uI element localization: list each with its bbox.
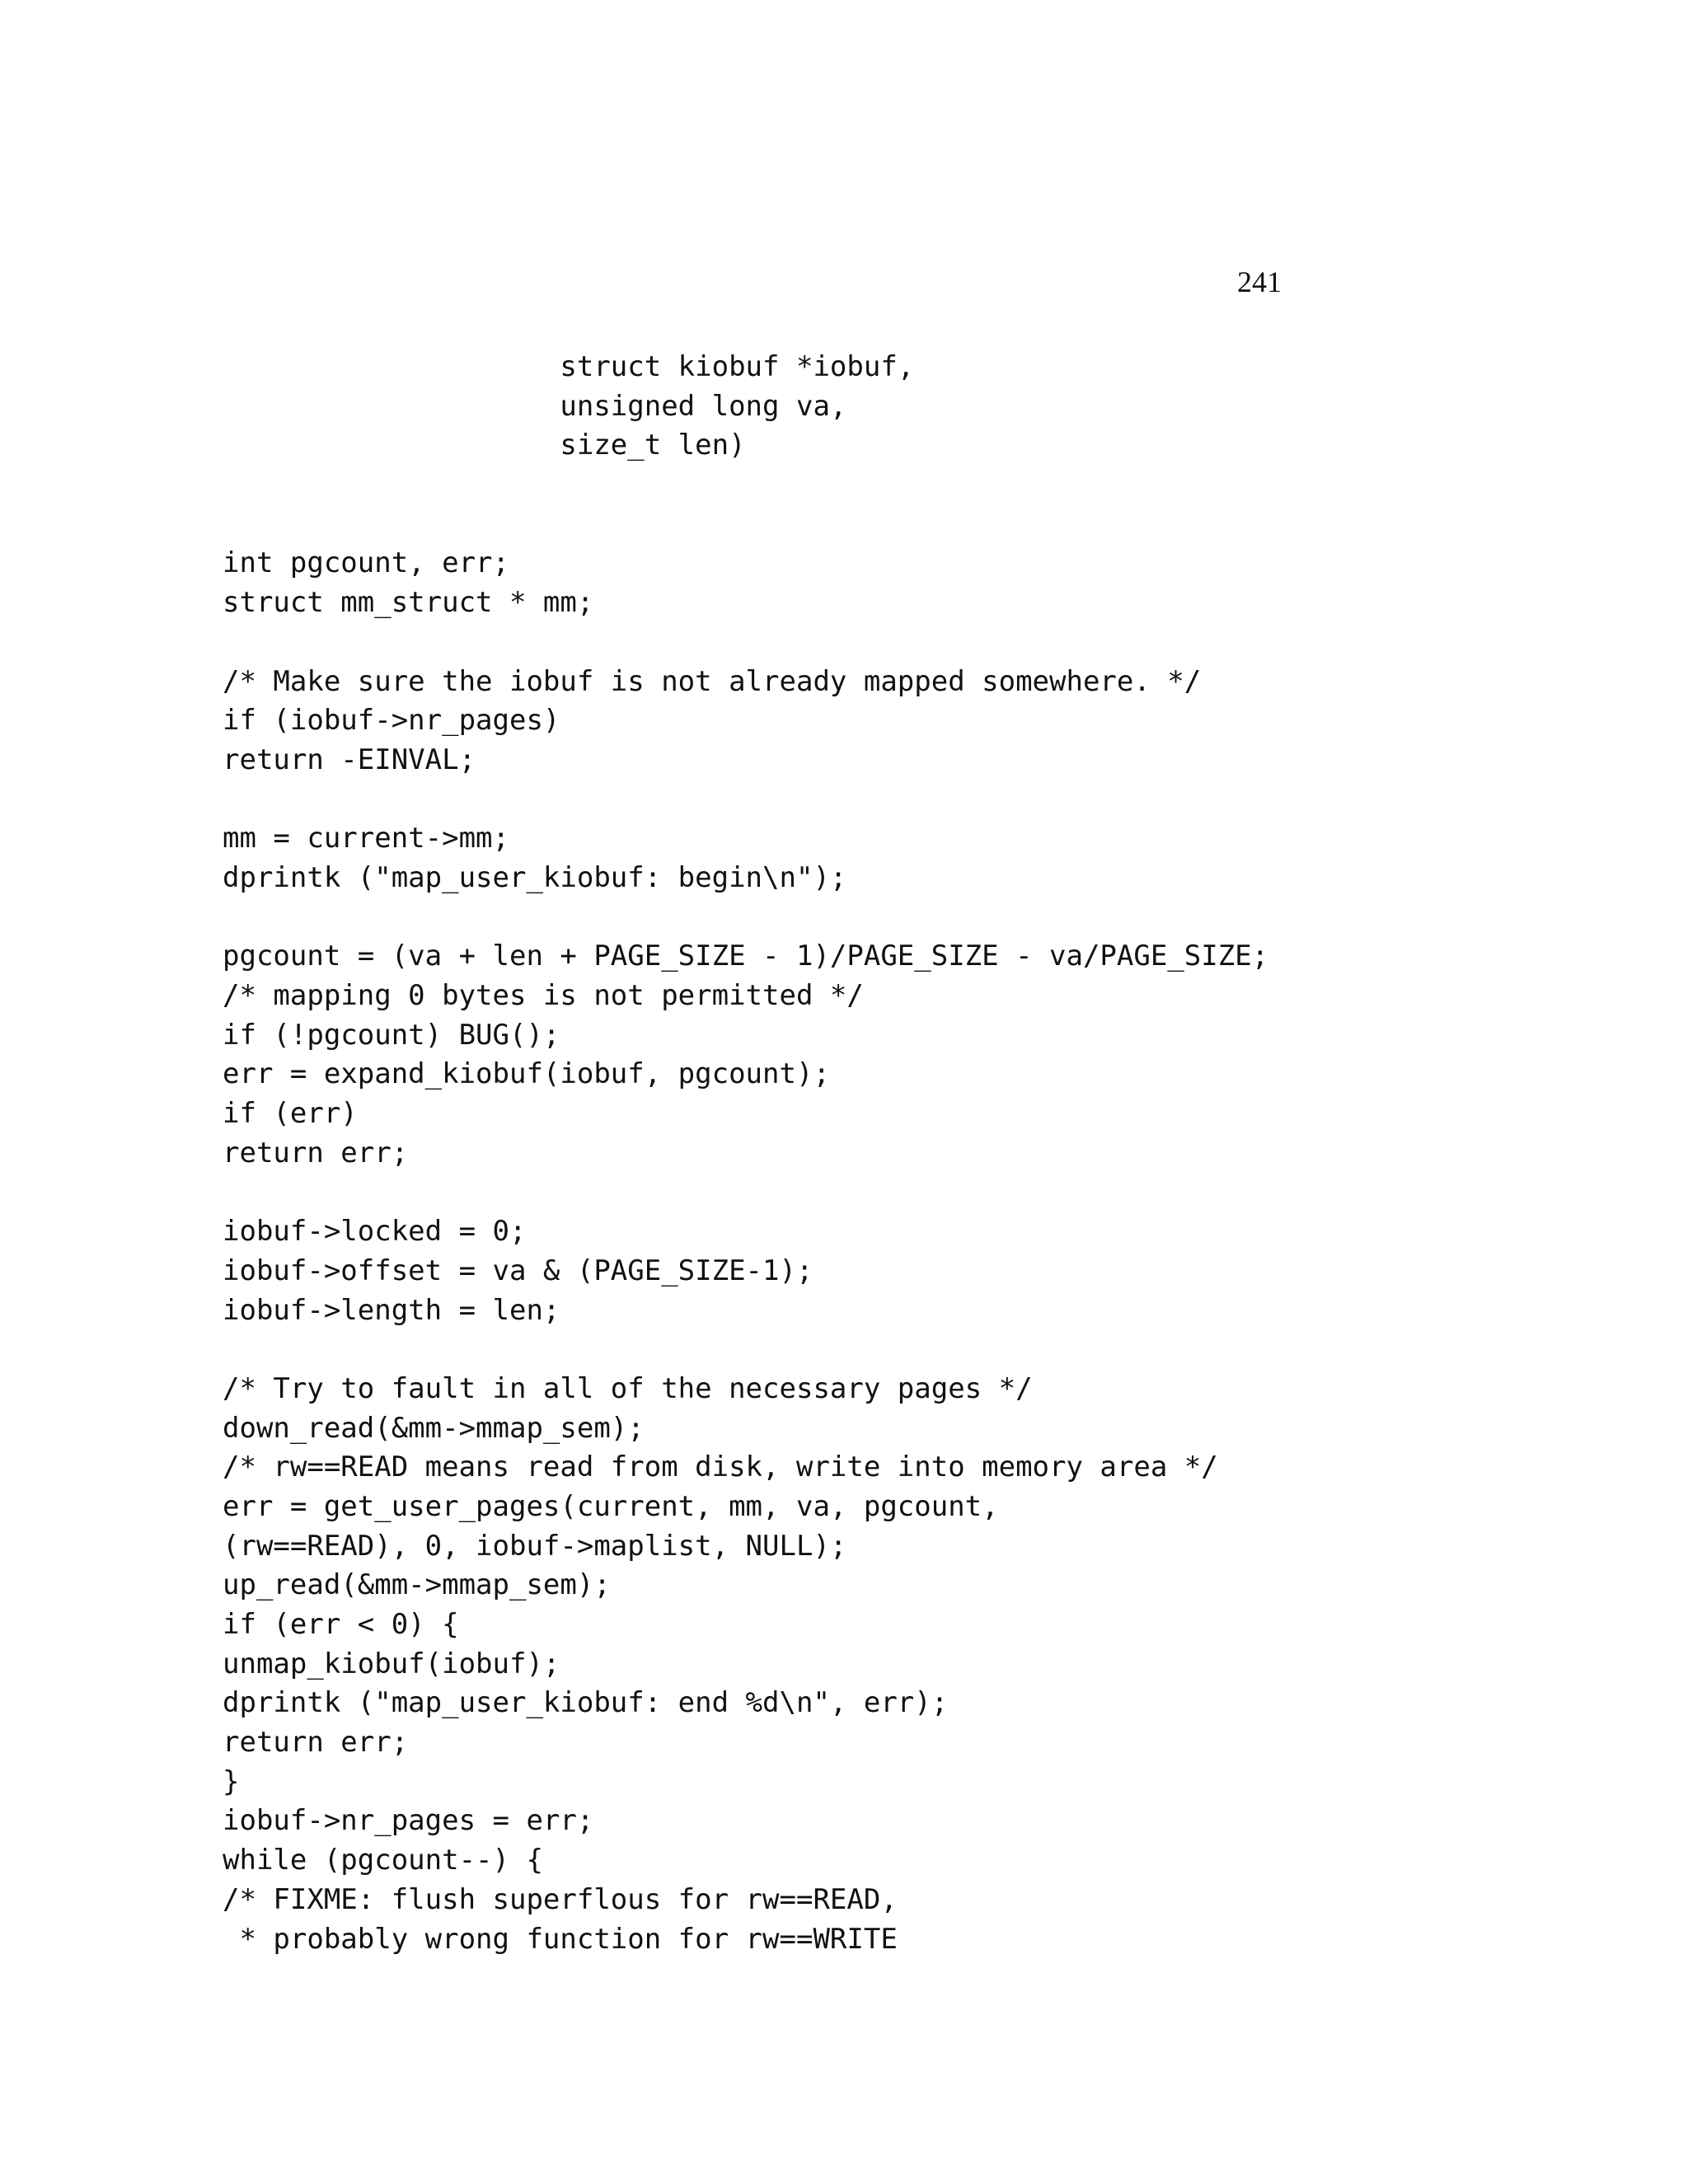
- code-line: * probably wrong function for rw==WRITE: [223, 1922, 898, 1956]
- code-line: if (err < 0) {: [223, 1608, 459, 1641]
- code-line: dprintk ("map_user_kiobuf: begin\n");: [223, 860, 847, 894]
- code-listing: [223, 348, 1624, 1959]
- code-line: /* Try to fault in all of the necessary pages */: [223, 1371, 1033, 1405]
- code-line: dprintk ("map_user_kiobuf: end %d\n", err);: [223, 1686, 949, 1720]
- code-line: [223, 1330, 1624, 1370]
- code-line: [223, 623, 1624, 663]
- code-line: /* Make sure the iobuf is not already mapped somewhere. */: [223, 664, 1202, 698]
- code-line: return err;: [223, 1136, 409, 1169]
- code-line: unsigned long va,: [223, 389, 847, 423]
- code-line: if (!pgcount) BUG();: [223, 1018, 560, 1052]
- code-line: down_read(&mm->mmap_sem);: [223, 1411, 645, 1445]
- code-line: /* rw==READ means read from disk, write into memory area */: [223, 1451, 1218, 1484]
- code-line: iobuf->nr_pages = err;: [223, 1804, 594, 1838]
- code-line: err = expand_kiobuf(iobuf, pgcount);: [223, 1057, 830, 1091]
- code-line: iobuf->locked = 0;: [223, 1215, 527, 1249]
- code-line: iobuf->length = len;: [223, 1293, 560, 1327]
- page-number: 241: [1237, 265, 1282, 298]
- code-line: return err;: [223, 1726, 409, 1760]
- code-line: (rw==READ), 0, iobuf->maplist, NULL);: [223, 1529, 847, 1563]
- code-line: pgcount = (va + len + PAGE_SIZE - 1)/PAGE_SIZE - va/PAGE_SIZE;: [223, 940, 1269, 973]
- code-line: unmap_kiobuf(iobuf);: [223, 1647, 560, 1680]
- code-line: /* mapping 0 bytes is not permitted */: [223, 979, 864, 1012]
- code-line: [223, 780, 1624, 820]
- code-line: up_read(&mm->mmap_sem);: [223, 1568, 611, 1602]
- code-line: while (pgcount--) {: [223, 1844, 543, 1877]
- code-line: iobuf->offset = va & (PAGE_SIZE-1);: [223, 1254, 814, 1287]
- code-line: struct kiobuf *iobuf,: [223, 350, 915, 383]
- code-line: [223, 466, 1624, 505]
- code-line: }: [223, 1765, 240, 1798]
- code-line: int pgcount, err;: [223, 546, 509, 580]
- code-line: [223, 505, 1624, 545]
- code-line: [223, 898, 1624, 938]
- code-line: mm = current->mm;: [223, 822, 509, 855]
- code-line: /* FIXME: flush superflous for rw==READ,: [223, 1882, 898, 1916]
- code-line: [223, 1173, 1624, 1212]
- code-line: size_t len): [223, 429, 746, 462]
- code-line: struct mm_struct * mm;: [223, 586, 594, 620]
- code-line: if (err): [223, 1097, 358, 1131]
- code-line: if (iobuf->nr_pages): [223, 704, 560, 738]
- code-line: err = get_user_pages(current, mm, va, pgcount,: [223, 1489, 999, 1523]
- code-line: return -EINVAL;: [223, 743, 476, 776]
